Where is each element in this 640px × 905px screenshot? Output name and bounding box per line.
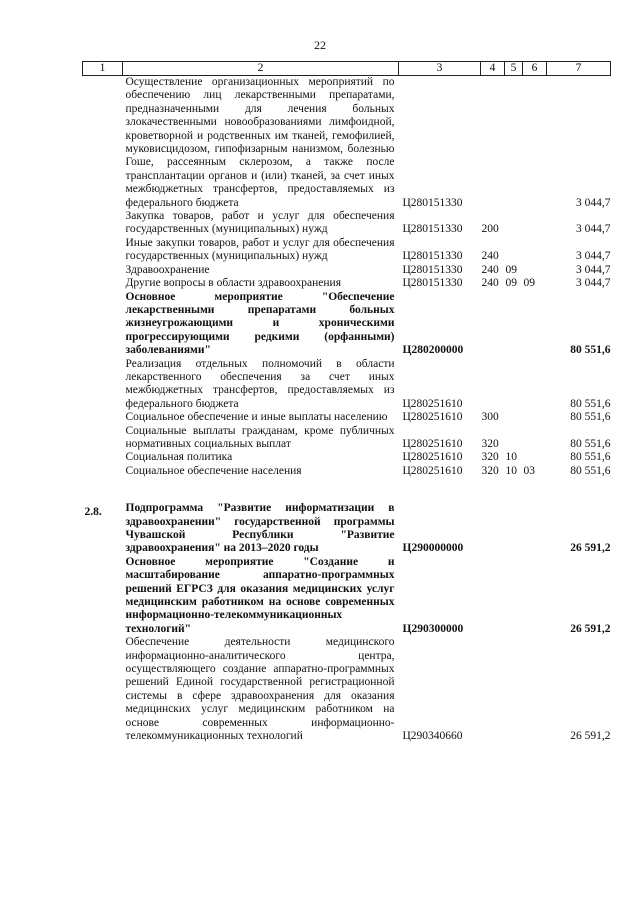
row-subsection xyxy=(523,636,547,743)
table-row xyxy=(83,358,611,412)
row-expense-type: 240 xyxy=(481,263,499,276)
row-target-code: Ц290000000 xyxy=(402,542,464,555)
table-row xyxy=(83,277,611,290)
row-subsection xyxy=(523,425,547,452)
table-row xyxy=(83,411,611,424)
table-row xyxy=(83,502,611,556)
row-expense-type xyxy=(481,502,505,556)
row-number xyxy=(83,76,123,211)
row-section xyxy=(505,291,523,358)
row-section xyxy=(505,425,523,452)
spacer-cell xyxy=(83,478,611,502)
row-subsection: 09 xyxy=(523,277,535,290)
row-amount: 80 551,6 xyxy=(570,451,611,464)
row-number xyxy=(83,451,123,464)
row-target-code: Ц280151330 xyxy=(402,263,463,276)
budget-table xyxy=(82,61,611,744)
table-row xyxy=(83,264,611,277)
row-amount: 80 551,6 xyxy=(570,397,611,410)
row-expense-type xyxy=(481,636,505,743)
table-row xyxy=(83,425,611,452)
row-target-code: Ц280251610 xyxy=(402,464,463,477)
row-subsection xyxy=(523,210,547,237)
row-subsection xyxy=(523,502,547,556)
row-amount: 80 551,6 xyxy=(570,411,611,424)
table-row xyxy=(83,636,611,743)
row-amount: 80 551,6 xyxy=(570,464,611,477)
row-target-code: Ц280151330 xyxy=(402,250,463,263)
spacer-row xyxy=(83,478,611,502)
row-amount: 3 044,7 xyxy=(576,263,611,276)
row-description: Социальное обеспечение и иные выплаты населению xyxy=(125,411,388,424)
row-description: Социальные выплаты гражданам, кроме публичных нормативных социальных выплат xyxy=(125,424,395,450)
header-col-3: 3 xyxy=(399,62,481,76)
row-subsection xyxy=(523,411,547,424)
row-subsection xyxy=(523,264,547,277)
table-row xyxy=(83,210,611,237)
row-target-code: Ц280151330 xyxy=(402,277,463,290)
row-expense-type xyxy=(481,556,505,636)
row-description: Реализация отдельных полномочий в области лекарственного обеспечения за счет иных межбюджетных трансфертов, предоставляемых из федерального бюджета xyxy=(125,357,395,410)
row-amount: 26 591,2 xyxy=(570,542,611,555)
header-col-5: 5 xyxy=(505,62,523,76)
row-description: Обеспечение деятельности медицинского информационно-аналитического центра, осуществляющего создание аппаратно-программных решений Единой государственной регистрационной системы в сфере здравоохранения для оказания медицинских услуг медицинским работником на основе современных информационно-телекоммуникационных технологий xyxy=(125,636,395,743)
row-number xyxy=(83,636,123,743)
row-amount: 3 044,7 xyxy=(576,196,611,209)
row-subsection xyxy=(523,237,547,264)
row-target-code: Ц280151330 xyxy=(402,223,463,236)
row-number xyxy=(83,237,123,264)
row-expense-type: 240 xyxy=(481,250,499,263)
row-amount: 26 591,2 xyxy=(570,622,611,635)
row-target-code: Ц280251610 xyxy=(402,451,463,464)
row-number xyxy=(83,358,123,412)
row-subsection xyxy=(523,291,547,358)
row-target-code: Ц280251610 xyxy=(402,397,463,410)
row-expense-type: 320 xyxy=(481,437,499,450)
row-description: Основное мероприятие "Создание и масштабирование аппаратно-программных решений ЕГРСЗ для оказания медицинских услуг медицинским работником на основе современных информационно-телекоммуникационных технологий" xyxy=(125,555,395,635)
table-body xyxy=(83,76,611,744)
row-section xyxy=(505,636,523,743)
row-amount: 3 044,7 xyxy=(576,223,611,236)
row-description: Закупка товаров, работ и услуг для обеспечения государственных (муниципальных) нужд xyxy=(125,210,395,236)
row-description: Здравоохранение xyxy=(125,263,210,276)
row-target-code: Ц280151330 xyxy=(402,196,463,209)
row-amount: 3 044,7 xyxy=(576,250,611,263)
header-col-4: 4 xyxy=(481,62,505,76)
row-section: 09 xyxy=(505,277,517,290)
row-subsection xyxy=(523,556,547,636)
row-section xyxy=(505,556,523,636)
table-header xyxy=(83,62,611,76)
table-row xyxy=(83,237,611,264)
row-number xyxy=(83,556,123,636)
row-section xyxy=(505,76,523,211)
row-section xyxy=(505,237,523,264)
row-description: Осуществление организационных мероприятий по обеспечению лиц лекарственными препаратами, предназначенными для лечения больных злокачественными новообразованиями лимфоидной, кроветворной и родственных им тканей, гемофилией, муковисцидозом, гипофизарным нанизмом, болезнью Гоше, рассеянным склерозом, а также после трансплантации органов и (или) тканей, за счет иных межбюджетных трансфертов, предоставляемых из федерального бюджета xyxy=(125,76,395,209)
row-expense-type: 320 xyxy=(481,464,499,477)
row-section: 10 xyxy=(505,451,517,464)
row-subsection xyxy=(523,358,547,412)
row-expense-type xyxy=(481,76,505,211)
header-col-6: 6 xyxy=(523,62,547,76)
row-target-code: Ц290340660 xyxy=(402,730,463,743)
table-row xyxy=(83,556,611,636)
row-number xyxy=(83,277,123,290)
row-description: Социальная политика xyxy=(125,451,233,464)
table-row xyxy=(83,451,611,464)
table-row xyxy=(83,465,611,478)
row-number xyxy=(83,291,123,358)
row-number xyxy=(83,264,123,277)
row-target-code: Ц290300000 xyxy=(402,622,464,635)
header-col-7: 7 xyxy=(547,62,611,76)
header-col-1: 1 xyxy=(83,62,123,76)
row-section xyxy=(505,502,523,556)
row-amount: 80 551,6 xyxy=(570,437,611,450)
row-description: Основное мероприятие "Обеспечение лекарственными препаратами больных жизнеугрожающими и хроническими прогрессирующими редкими (орфанными) заболеваниями" xyxy=(125,290,395,357)
row-expense-type xyxy=(481,358,505,412)
row-number xyxy=(83,411,123,424)
row-expense-type: 200 xyxy=(481,223,499,236)
row-section xyxy=(505,210,523,237)
row-section: 09 xyxy=(505,263,517,276)
row-number xyxy=(83,425,123,452)
row-target-code: Ц280251610 xyxy=(402,411,463,424)
row-description: Социальное обеспечение населения xyxy=(125,464,302,477)
row-amount: 3 044,7 xyxy=(576,277,611,290)
row-description: Подпрограмма "Развитие информатизации в здравоохранении" государственной программы Чувашской Республики "Развитие здравоохранения" на 2013–2020 годы xyxy=(125,502,395,555)
header-col-2: 2 xyxy=(123,62,399,76)
row-description: Другие вопросы в области здравоохранения xyxy=(125,277,341,290)
row-amount: 26 591,2 xyxy=(570,730,611,743)
row-expense-type xyxy=(481,291,505,358)
row-number xyxy=(83,465,123,478)
row-target-code: Ц280200000 xyxy=(402,344,464,357)
table-row xyxy=(83,291,611,358)
header-row xyxy=(83,62,611,76)
row-amount: 80 551,6 xyxy=(570,344,611,357)
row-section xyxy=(505,358,523,412)
row-description: Иные закупки товаров, работ и услуг для обеспечения государственных (муниципальных) нужд xyxy=(125,236,395,263)
page-number: 22 xyxy=(314,38,326,52)
row-subsection xyxy=(523,451,547,464)
table-row xyxy=(83,76,611,211)
row-number: 2.8. xyxy=(84,506,102,519)
row-expense-type: 320 xyxy=(481,451,499,464)
row-expense-type: 300 xyxy=(481,411,499,424)
row-subsection xyxy=(523,76,547,211)
row-section: 10 xyxy=(505,464,517,477)
row-subsection: 03 xyxy=(523,464,535,477)
row-expense-type: 240 xyxy=(481,277,499,290)
row-section xyxy=(505,411,523,424)
row-number xyxy=(83,210,123,237)
row-target-code: Ц280251610 xyxy=(402,437,463,450)
